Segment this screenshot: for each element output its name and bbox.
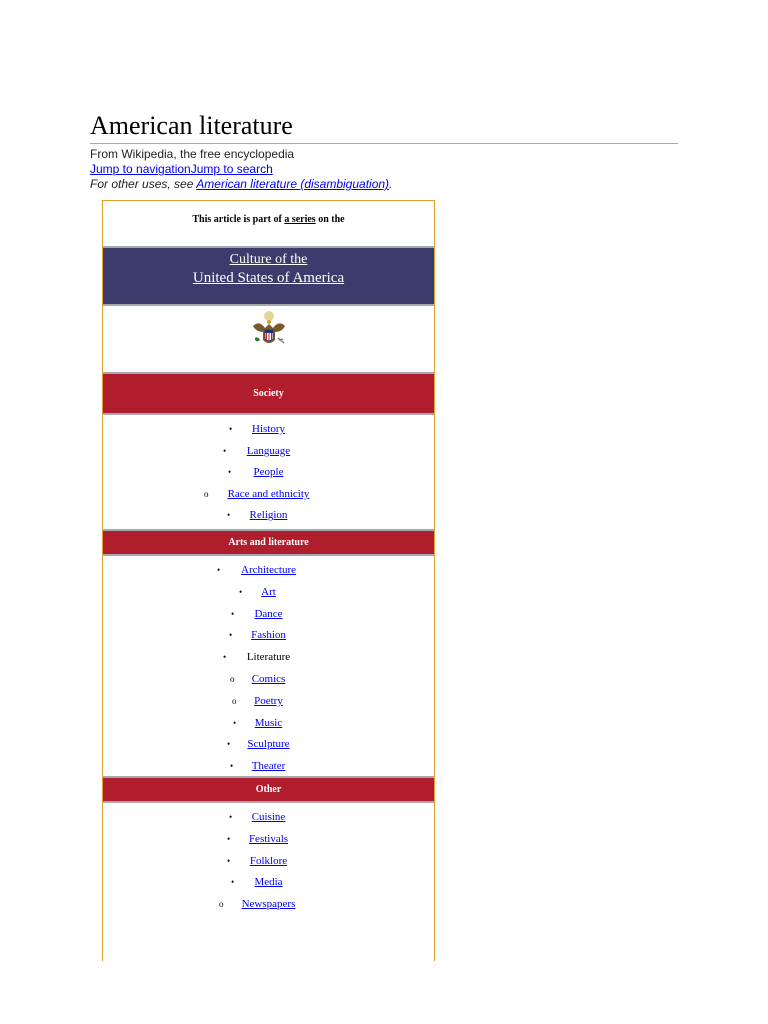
bullet: • [233,717,237,728]
list-item [103,855,434,877]
series-banner [103,246,434,304]
current-page-literature: Literature [246,651,291,664]
section-other-list [103,801,434,920]
list-item [103,445,434,467]
link-race-and-ethnicity[interactable]: Race and ethnicity [227,487,310,500]
series-intro [103,201,434,246]
link-music[interactable]: Music [254,716,283,729]
bullet: o [219,899,224,910]
link-architecture[interactable]: Architecture [241,564,296,576]
list-item [103,651,434,673]
great-seal-icon[interactable] [249,310,289,354]
link-festivals[interactable]: Festivals [248,832,289,845]
link-theater[interactable]: Theater [251,760,286,773]
bullet: o [204,488,209,499]
section-heading-arts-and-literature: Arts and literature [103,529,434,554]
link-comics[interactable]: Comics [251,672,286,685]
link-religion[interactable]: Religion [249,509,288,522]
list-item [103,811,434,833]
link-history[interactable]: History [252,423,285,435]
jump-to-navigation-link[interactable]: Jump to navigation [90,162,191,176]
list-item [103,629,434,651]
link-newspapers[interactable]: Newspapers [241,898,296,911]
list-item [103,695,434,717]
disambiguation-link[interactable]: American literature (disambiguation) [196,177,390,191]
link-language[interactable]: Language [246,444,291,457]
list-item [103,738,434,760]
link-people[interactable]: People [253,466,284,479]
list-item [103,833,434,855]
bullet: • [228,467,232,478]
bullet: • [227,510,231,521]
list-item [103,488,434,510]
banner-line-1: Culture of the [229,252,308,267]
list-item [103,717,434,739]
seal-row [103,304,434,372]
link-sculpture[interactable]: Sculpture [247,738,290,751]
title-divider [90,143,678,144]
bullet: • [223,445,227,456]
list-item [103,466,434,488]
bullet: • [239,586,243,597]
series-intro-suffix: on the [315,214,345,225]
list-item [103,509,434,531]
link-art[interactable]: Art [261,585,276,598]
jump-to-search-link[interactable]: Jump to search [190,162,273,176]
list-item [103,876,434,898]
bullet: • [223,652,227,663]
bullet: o [232,695,237,706]
bullet: • [231,608,235,619]
list-item [103,564,434,586]
list-item [103,586,434,608]
series-banner-link[interactable] [103,250,434,288]
bullet: • [231,877,235,888]
section-heading-society: Society [103,372,434,413]
section-heading-other: Other [103,776,434,801]
page-title: American literature [90,111,293,140]
culture-series-sidebar [102,200,435,961]
link-folklore[interactable]: Folklore [249,854,288,867]
link-dance[interactable]: Dance [254,607,283,620]
bullet: • [230,761,234,772]
bullet: • [229,630,233,641]
hatnote [90,177,392,192]
series-link[interactable]: a series [284,214,316,225]
bullet: • [227,833,231,844]
bullet: o [230,673,235,684]
list-item [103,898,434,920]
bullet: • [229,424,233,434]
bullet: • [229,812,233,822]
bullet: • [227,739,231,750]
link-fashion[interactable]: Fashion [251,629,286,642]
banner-line-2: United States of America [192,270,345,286]
list-item [103,423,434,445]
link-media[interactable]: Media [254,876,283,889]
section-arts-list [103,554,434,776]
section-society-list [103,413,434,529]
site-subtitle: From Wikipedia, the free encyclopedia [90,147,295,161]
link-poetry[interactable]: Poetry [254,694,283,707]
hatnote-suffix: . [389,177,393,191]
series-intro-prefix: This article is part of [192,214,285,225]
jump-links [90,162,273,177]
bullet: • [227,855,231,866]
list-item [103,608,434,630]
hatnote-prefix: For other uses, see [90,177,197,191]
list-item [103,673,434,695]
bullet: • [217,565,221,575]
link-cuisine[interactable]: Cuisine [251,811,286,823]
